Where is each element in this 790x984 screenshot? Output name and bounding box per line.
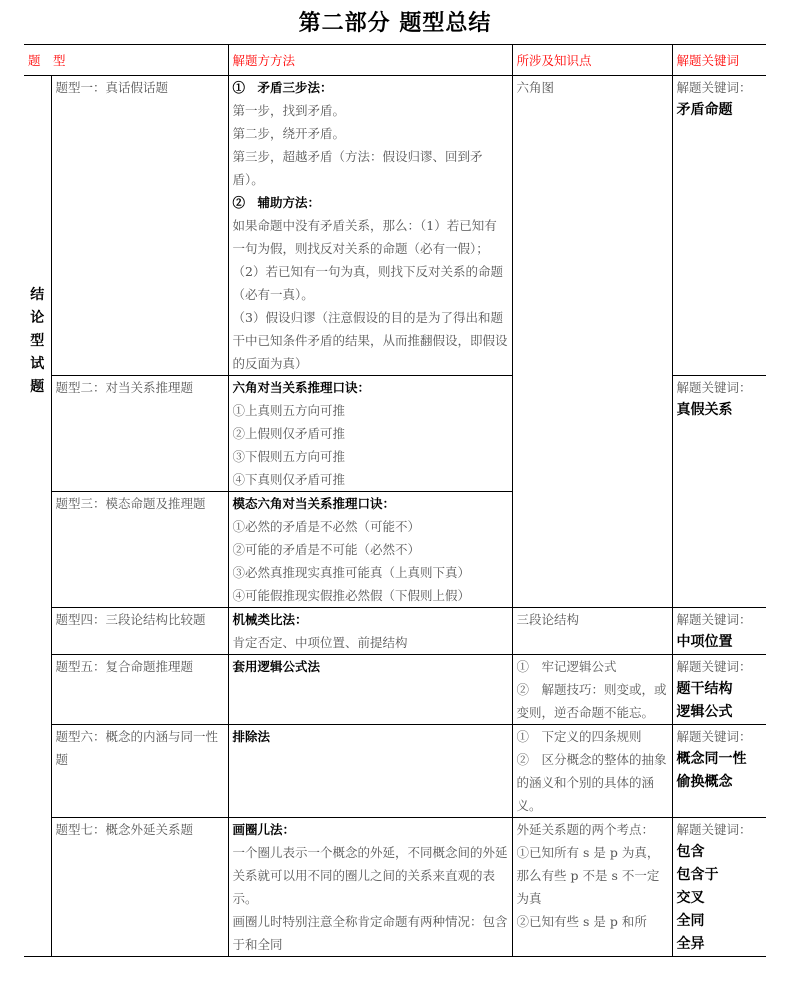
keyword-label: 解题关键词：: [676, 380, 752, 395]
table-row-5: [24, 655, 766, 725]
method-line: ③下假则五方向可推: [232, 449, 346, 464]
knowledge-line: ② 区分概念的整体的抽象的涵义和个别的具体的涵义。: [516, 752, 667, 813]
method-cell: [228, 818, 512, 957]
method-cell: [228, 725, 512, 818]
method-line: ②可能的矛盾是不可能（必然不）: [232, 542, 421, 557]
keyword: 逻辑公式: [676, 704, 733, 720]
method-cell: [228, 76, 512, 376]
knowledge-line: ①已知所有 s 是 p 为真，那么有些 p 不是 s 不一定为真: [516, 845, 660, 906]
method-line: （3）假设归谬（注意假设的目的是为了得出和题干中已知条件矛盾的结果，从而推翻假设，即假设的反面为真）: [232, 310, 508, 371]
page-title: 第二部分 题型总结: [298, 11, 492, 36]
method-cell: [228, 655, 512, 725]
keyword-label: 解题关键词：: [676, 80, 752, 95]
type-cell: 题型二：对当关系推理题: [51, 376, 228, 492]
keywords-cell: [672, 608, 766, 655]
method-line: 如果命题中没有矛盾关系，那么：（1）若已知有一句为假，则找反对关系的命题（必有一假）；: [232, 218, 497, 256]
keyword: 交叉: [676, 890, 705, 906]
table-row-1: [24, 76, 766, 376]
keyword-label: 解题关键词：: [676, 612, 752, 627]
keyword: 概念同一性: [676, 751, 747, 767]
method-heading: 排除法: [232, 729, 271, 744]
method-line: ④下真则仅矛盾可推: [232, 472, 346, 487]
header-keywords: 解题关键词: [672, 45, 766, 76]
method-heading: 套用逻辑公式法: [232, 659, 321, 674]
keywords-cell: [672, 818, 766, 957]
knowledge-cell: [512, 655, 672, 725]
method-cell: [228, 608, 512, 655]
knowledge-cell: 三段论结构: [512, 608, 672, 655]
table-header: [24, 45, 766, 76]
method-line: ②上假则仅矛盾可推: [232, 426, 346, 441]
category-cell-empty: [24, 725, 51, 818]
type-cell: 题型一：真话假话题: [51, 76, 228, 376]
type-cell: 题型四：三段论结构比较题: [51, 608, 228, 655]
table-row-4: [24, 608, 766, 655]
table-row-6: [24, 725, 766, 818]
header-knowledge: 所涉及知识点: [512, 45, 672, 76]
method-line: 第三步，超越矛盾（方法：假设归谬、回到矛盾）。: [232, 149, 483, 187]
keyword: 包含: [676, 844, 705, 860]
knowledge-line: ②已知有些 s 是 p 和所: [516, 914, 647, 929]
type-cell: 题型七：概念外延关系题: [51, 818, 228, 957]
keyword: 题干结构: [676, 681, 733, 697]
method-line: ①上真则五方向可推: [232, 403, 346, 418]
knowledge-line: 外延关系题的两个考点：: [516, 822, 655, 837]
method-heading: ② 辅助方法：: [232, 195, 321, 210]
table-row-7: [24, 818, 766, 957]
method-cell: [228, 376, 512, 492]
method-line: 一个圈儿表示一个概念的外延，不同概念间的外延关系就可以用不同的圈儿之间的关系来直观的表示。: [232, 845, 508, 906]
method-heading: ① 矛盾三步法：: [232, 80, 333, 95]
header-method: 解题方方法: [228, 45, 512, 76]
knowledge-cell: [512, 725, 672, 818]
method-line: 第二步，绕开矛盾。: [232, 126, 346, 141]
keyword-label: 解题关键词：: [676, 822, 752, 837]
keywords-cell: [672, 376, 766, 608]
method-line: （2）若已知有一句为真，则找下反对关系的命题（必有一真）。: [232, 264, 503, 302]
keyword: 真假关系: [676, 402, 733, 418]
keyword: 矛盾命题: [676, 102, 733, 118]
type-cell: 题型五：复合命题推理题: [51, 655, 228, 725]
keyword: 全同: [676, 913, 705, 929]
method-line: 第一步，找到矛盾。: [232, 103, 346, 118]
keyword: 全异: [676, 936, 705, 952]
method-cell: [228, 492, 512, 608]
category-cell-empty: [24, 608, 51, 655]
keyword: 中项位置: [676, 634, 733, 650]
keyword-label: 解题关键词：: [676, 729, 752, 744]
knowledge-cell: 六角图: [512, 76, 672, 608]
knowledge-cell: [512, 818, 672, 957]
method-line: ③必然真推现实真推可能真（上真则下真）: [232, 565, 471, 580]
header-type: 题 型: [24, 45, 228, 76]
knowledge-line: ② 解题技巧：则变或，或变则，逆否命题不能忘。: [516, 682, 667, 720]
keyword: 包含于: [676, 867, 719, 883]
category-label: 结论型试题: [30, 287, 45, 396]
category-cell-empty: [24, 818, 51, 957]
type-cell: 题型三：模态命题及推理题: [51, 492, 228, 608]
knowledge-line: ① 牢记逻辑公式: [516, 659, 617, 674]
method-heading: 机械类比法：: [232, 612, 308, 627]
method-line: 肯定否定、中项位置、前提结构: [232, 635, 408, 650]
category-cell: [24, 76, 51, 608]
method-line: ④可能假推现实假推必然假（下假则上假）: [232, 588, 471, 603]
type-cell: 题型六：概念的内涵与同一性题: [51, 725, 228, 818]
keywords-cell: [672, 725, 766, 818]
keywords-cell: [672, 76, 766, 376]
keyword: 偷换概念: [676, 774, 733, 790]
method-heading: 画圈儿法：: [232, 822, 296, 837]
method-heading: 六角对当关系推理口诀：: [232, 380, 371, 395]
method-line: ①必然的矛盾是不必然（可能不）: [232, 519, 421, 534]
keyword-label: 解题关键词：: [676, 659, 752, 674]
keywords-cell: [672, 655, 766, 725]
knowledge-line: ① 下定义的四条规则: [516, 729, 642, 744]
category-cell-empty: [24, 655, 51, 725]
summary-table: [24, 44, 766, 957]
method-heading: 模态六角对当关系推理口诀：: [232, 496, 396, 511]
method-line: 画圈儿时特别注意全称肯定命题有两种情况：包含于和全同: [232, 914, 508, 952]
